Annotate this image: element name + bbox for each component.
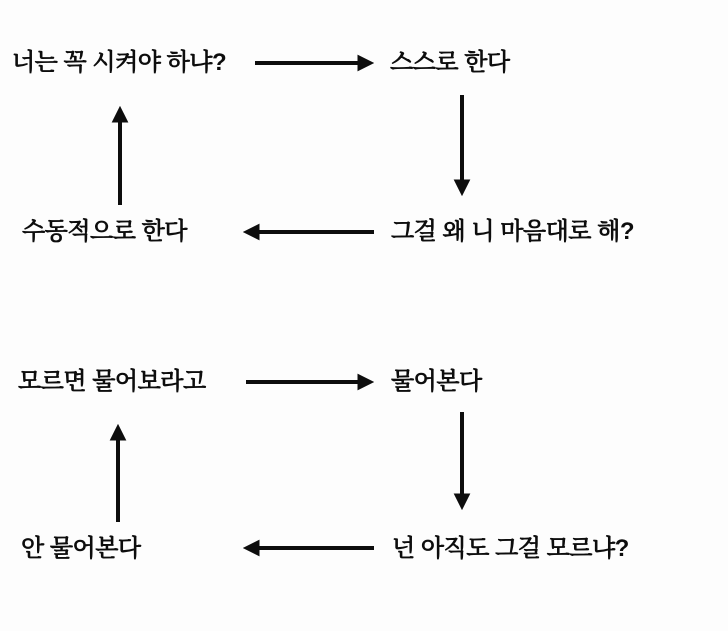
node-do-it-myself: 스스로 한다 (390, 49, 510, 76)
node-still-dont-know: 넌 아직도 그걸 모르냐? (392, 535, 629, 562)
node-command-question: 너는 꼭 시켜야 하냐? (12, 49, 227, 76)
node-act-passively: 수동적으로 한다 (22, 218, 187, 245)
node-i-ask: 물어본다 (391, 368, 482, 395)
node-dont-ask: 안 물어본다 (21, 535, 141, 562)
node-ask-if-unsure: 모르면 물어보라고 (18, 368, 206, 395)
node-why-your-way: 그걸 왜 니 마음대로 해? (391, 218, 634, 245)
